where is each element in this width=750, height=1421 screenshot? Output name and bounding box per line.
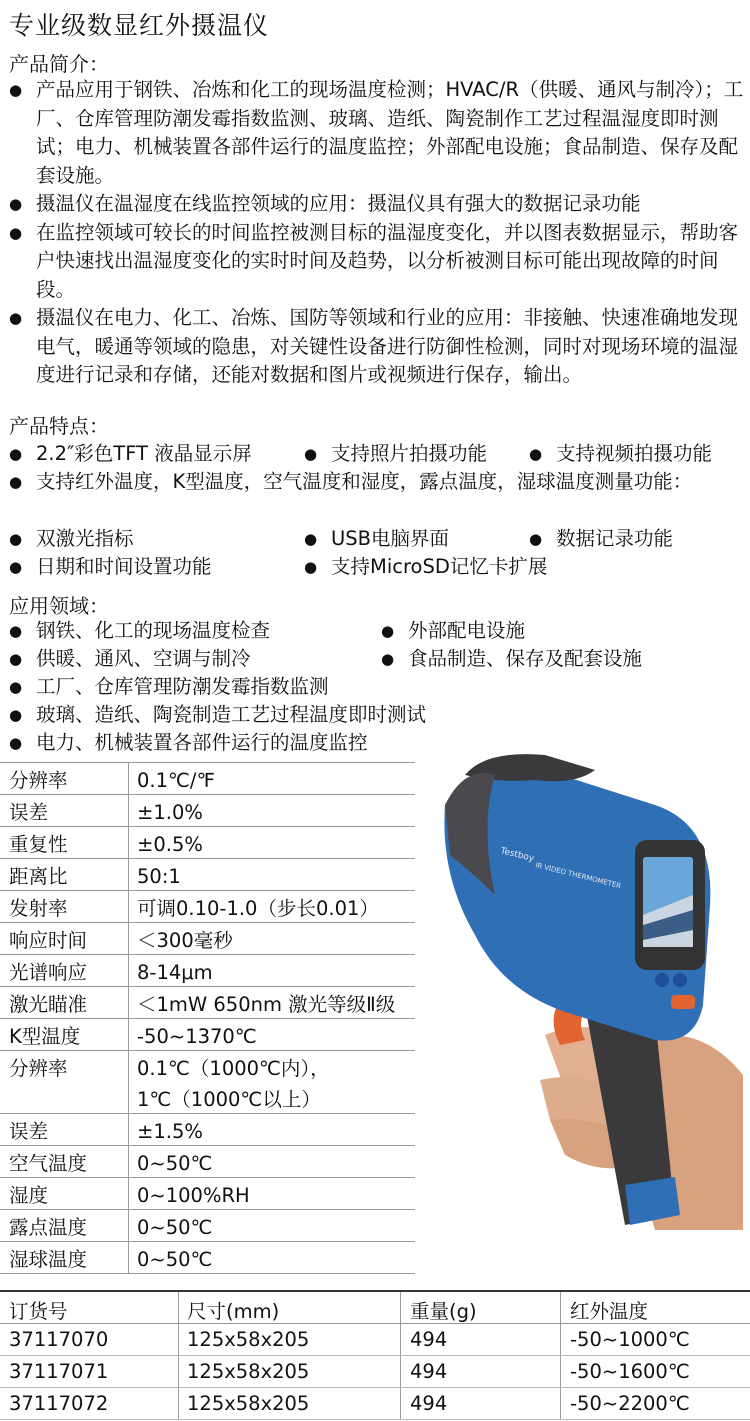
order-cell: 494 bbox=[410, 1392, 448, 1415]
page-title: 专业级数显红外摄温仪 bbox=[9, 11, 270, 40]
order-cell: -50~2200℃ bbox=[570, 1392, 690, 1415]
order-cell: 37117070 bbox=[9, 1328, 109, 1351]
spec-label: 分辨率 bbox=[9, 769, 68, 792]
spec-value: ±1.5% bbox=[137, 1120, 203, 1143]
order-cell: -50~1600℃ bbox=[570, 1360, 690, 1383]
application-item: ● 钢铁、化工的现场温度检查 bbox=[9, 617, 270, 645]
order-row bbox=[0, 1388, 750, 1420]
features-row bbox=[9, 440, 744, 468]
spec-row bbox=[0, 762, 415, 795]
feature-item: ● 支持视频拍摄功能 bbox=[529, 440, 712, 468]
spec-label: 误差 bbox=[9, 1120, 49, 1143]
spec-label: 重复性 bbox=[9, 833, 68, 856]
spec-value: 0~50℃ bbox=[137, 1216, 213, 1239]
order-row bbox=[0, 1324, 750, 1356]
spec-label: 露点温度 bbox=[9, 1216, 88, 1239]
spec-value: 1℃（1000℃以上） bbox=[137, 1088, 321, 1111]
order-header: 重量(g) bbox=[410, 1300, 477, 1323]
spec-value: ±0.5% bbox=[137, 833, 203, 856]
order-row bbox=[0, 1356, 750, 1388]
spec-value: ±1.0% bbox=[137, 801, 203, 824]
spec-row bbox=[0, 795, 415, 827]
applications-heading: 应用领域： bbox=[9, 594, 109, 618]
spec-label: 距离比 bbox=[9, 865, 68, 888]
order-header: 红外温度 bbox=[570, 1300, 649, 1323]
feature-item: ● 数据记录功能 bbox=[529, 525, 673, 553]
spec-label: K型温度 bbox=[9, 1025, 81, 1048]
thermometer-product-image bbox=[425, 745, 743, 1230]
application-item: ● 食品制造、保存及配套设施 bbox=[381, 645, 642, 673]
applications-row bbox=[9, 645, 744, 673]
order-header: 尺寸(mm) bbox=[187, 1300, 280, 1323]
spec-label: 光谱响应 bbox=[9, 961, 88, 984]
features-row bbox=[9, 525, 744, 553]
order-cell: 125x58x205 bbox=[187, 1328, 310, 1351]
intro-list bbox=[9, 76, 744, 390]
spec-row bbox=[0, 827, 415, 859]
spec-value: 可调0.10-1.0（步长0.01） bbox=[137, 897, 379, 920]
order-cell: -50~1000℃ bbox=[570, 1328, 690, 1351]
spec-label: 误差 bbox=[9, 801, 49, 824]
spec-value: 0~50℃ bbox=[137, 1152, 213, 1175]
spec-value: 50:1 bbox=[137, 865, 181, 888]
order-cell: 494 bbox=[410, 1360, 448, 1383]
order-header: 订货号 bbox=[9, 1300, 68, 1323]
applications-row bbox=[9, 673, 744, 701]
intro-item: ● 产品应用于钢铁、冶炼和化工的现场温度检测；HVAC/R（供暖、通风与制冷）；工厂、仓库管理防潮发霉指数监测、玻璃、造纸、陶瓷制作工艺过程温湿度即时测试；电力、机械装置各部件运行的温度监控；外部配电设施；食品制造、保存及配套设施。 bbox=[9, 76, 744, 190]
feature-item: ● USB电脑界面 bbox=[304, 525, 449, 553]
brand-label: Testboy bbox=[499, 846, 535, 865]
spec-value: 0~50℃ bbox=[137, 1248, 213, 1271]
spec-row bbox=[0, 923, 415, 955]
feature-item: ● 2.2″彩色TFT 液晶显示屏 bbox=[9, 440, 252, 468]
spec-table bbox=[0, 762, 415, 1274]
model-label: IR VIDEO THERMOMETER bbox=[534, 861, 622, 891]
feature-item: ● 支持照片拍摄功能 bbox=[304, 440, 487, 468]
spec-value: 0.1℃（1000℃内）， bbox=[137, 1057, 330, 1080]
order-cell: 37117071 bbox=[9, 1360, 109, 1383]
spec-value: ＜300毫秒 bbox=[137, 929, 233, 952]
intro-heading: 产品简介： bbox=[9, 52, 109, 76]
applications-row bbox=[9, 701, 744, 729]
feature-item: ● 支持红外温度，K型温度，空气温度和湿度，露点温度，湿球温度测量功能： bbox=[9, 468, 744, 497]
spec-row bbox=[0, 1051, 415, 1114]
feature-item: ● 支持MicroSD记忆卡扩展 bbox=[304, 553, 547, 581]
intro-item: ● 摄温仪在电力、化工、冶炼、国防等领域和行业的应用：非接触、快速准确地发现电气，暖通等领域的隐患，对关键性设备进行防御性检测，同时对现场环境的温湿度进行记录和存储，还能对数据和图片或视频进行保存，输出。 bbox=[9, 304, 744, 390]
order-table bbox=[0, 1290, 750, 1420]
spec-row bbox=[0, 987, 415, 1019]
intro-item: ● 摄温仪在温湿度在线监控领域的应用：摄温仪具有强大的数据记录功能 bbox=[9, 190, 744, 219]
spec-label: 激光瞄准 bbox=[9, 993, 88, 1016]
features-row bbox=[9, 553, 744, 581]
spec-label: 空气温度 bbox=[9, 1152, 88, 1175]
spec-label: 分辨率 bbox=[9, 1057, 68, 1080]
thermometer-illustration bbox=[425, 745, 743, 1230]
spec-value: 0.1℃/℉ bbox=[137, 769, 216, 792]
application-item: ● 电力、机械装置各部件运行的温度监控 bbox=[9, 729, 368, 757]
spec-row bbox=[0, 1019, 415, 1051]
spec-label: 湿球温度 bbox=[9, 1248, 88, 1271]
spec-row bbox=[0, 1114, 415, 1146]
order-cell: 37117072 bbox=[9, 1392, 109, 1415]
spec-row bbox=[0, 859, 415, 891]
spec-label: 发射率 bbox=[9, 897, 68, 920]
spec-row bbox=[0, 891, 415, 923]
power-button bbox=[671, 995, 695, 1009]
order-cell: 125x58x205 bbox=[187, 1360, 310, 1383]
control-button bbox=[655, 973, 669, 987]
spec-value: ＜1mW 650nm 激光等级Ⅱ级 bbox=[137, 993, 396, 1016]
application-item: ● 外部配电设施 bbox=[381, 617, 525, 645]
spec-row bbox=[0, 1178, 415, 1210]
spec-value: 0~100%RH bbox=[137, 1184, 250, 1207]
order-cell: 494 bbox=[410, 1328, 448, 1351]
spec-row bbox=[0, 1210, 415, 1242]
spec-row bbox=[0, 955, 415, 987]
control-button bbox=[673, 973, 687, 987]
spec-value: -50~1370℃ bbox=[137, 1025, 257, 1048]
spec-label: 响应时间 bbox=[9, 929, 88, 952]
application-item: ● 玻璃、造纸、陶瓷制造工艺过程温度即时测试 bbox=[9, 701, 426, 729]
order-header-row bbox=[0, 1290, 750, 1324]
application-item: ● 供暖、通风、空调与制冷 bbox=[9, 645, 251, 673]
spec-label: 湿度 bbox=[9, 1184, 49, 1207]
features-heading: 产品特点： bbox=[9, 414, 109, 438]
spec-row bbox=[0, 1146, 415, 1178]
feature-item: ● 双激光指标 bbox=[9, 525, 134, 553]
feature-item: ● 日期和时间设置功能 bbox=[9, 553, 212, 581]
applications-row bbox=[9, 617, 744, 645]
features-wide bbox=[9, 468, 744, 497]
spec-value: 8-14μm bbox=[137, 961, 213, 984]
order-cell: 125x58x205 bbox=[187, 1392, 310, 1415]
spec-row bbox=[0, 1242, 415, 1274]
intro-item: ● 在监控领域可较长的时间监控被测目标的温湿度变化，并以图表数据显示，帮助客户快速找出温湿度变化的实时时间及趋势，以分析被测目标可能出现故障的时间段。 bbox=[9, 219, 744, 305]
application-item: ● 工厂、仓库管理防潮发霉指数监测 bbox=[9, 673, 329, 701]
